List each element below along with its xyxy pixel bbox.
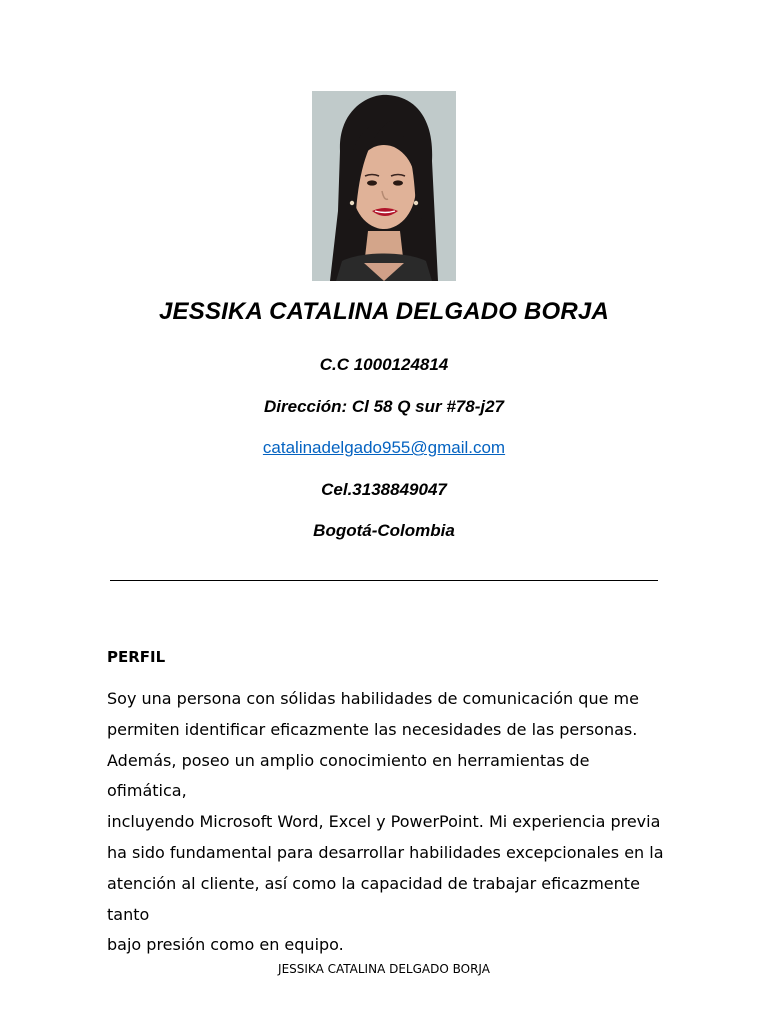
profile-line: ha sido fundamental para desarrollar habilidades excepcionales en la — [107, 842, 664, 862]
profile-photo — [312, 91, 456, 281]
candidate-name: JESSIKA CATALINA DELGADO BORJA — [158, 298, 610, 325]
email-line — [0, 438, 768, 458]
location: Bogotá-Colombia — [313, 521, 455, 540]
profile-line: permiten identificar eficazmente las necesidades de las personas. — [107, 719, 638, 739]
profile-line: Además, poseo un amplio conocimiento en herramientas de ofimática, — [107, 750, 590, 801]
portrait-image — [312, 91, 456, 281]
id-number: C.C 1000124814 — [319, 355, 449, 374]
profile-line: incluyendo Microsoft Word, Excel y PowerPoint. Mi experiencia previa — [107, 812, 661, 832]
profile-line: atención al cliente, así como la capacidad de trabajar eficazmente tanto — [107, 873, 640, 924]
profile-line: Soy una persona con sólidas habilidades de comunicación que me — [107, 689, 639, 708]
address: Dirección: Cl 58 Q sur #78-j27 — [264, 397, 504, 416]
profile-line: bajo presión como en equipo. — [107, 935, 344, 955]
email-link[interactable]: catalinadelgado955@gmail.com — [262, 438, 506, 457]
phone: Cel.3138849047 — [321, 480, 447, 499]
divider-line — [110, 580, 658, 581]
page-footer: JESSIKA CATALINA DELGADO BORJA — [278, 962, 490, 976]
profile-body — [107, 684, 667, 961]
profile-heading: PERFIL — [107, 648, 166, 666]
